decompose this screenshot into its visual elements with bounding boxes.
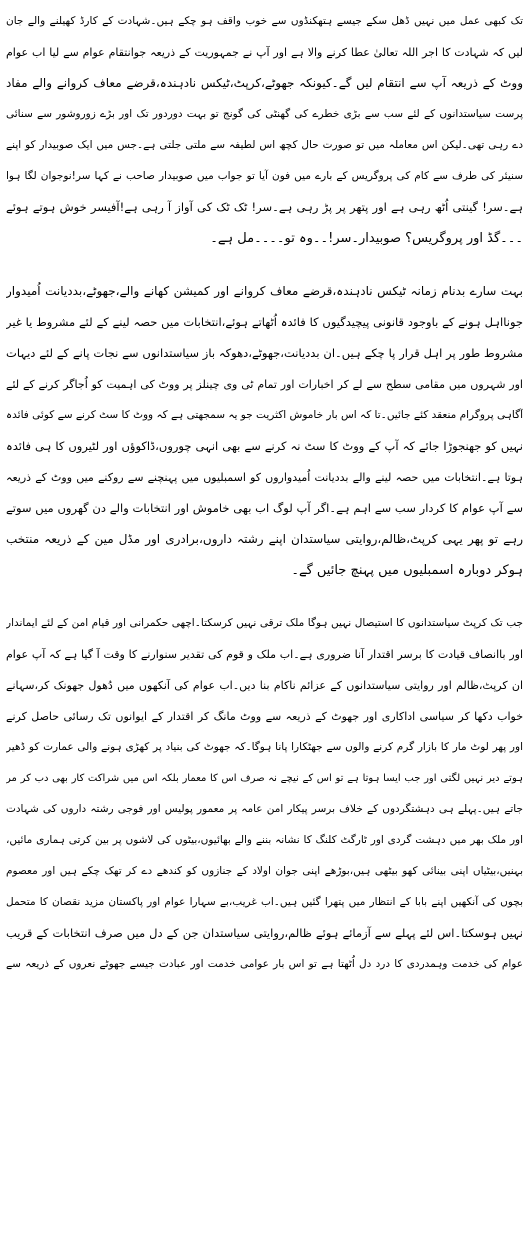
text-line: سنیئر کی طرف سے کام کی پروگریس کے بارے میں فون آیا تو جواب میں صوبیدار صاحب نے کہا سر!نوجوان لگا ہوا <box>6 170 523 182</box>
paragraph-1 <box>6 6 523 254</box>
text-line: نہیں ہوسکتا۔اس لئے پہلے سے آزمائے ہوئے ظالم،روایتی سیاستدان جن کے دل میں صرف انتخابات کے قریب <box>6 926 523 940</box>
text-line: اور شہروں میں مقامی سطح سے لے کر اخبارات اور تمام ٹی وی چینلز پر ووٹ کی اہمیت کو اُجاگر کرنے کے لئے <box>6 378 523 391</box>
text-line: بہت سارے بدنام زمانہ ٹیکس نادہندہ،قرضے معاف کروانے اور کمیشن کھانے والے،جھوٹے،بددیانت اُمیدوار <box>6 284 523 298</box>
text-line: ووٹ کے ذریعہ آپ سے انتقام لیں گے۔کیونکہ جھوٹے،کرپٹ،ٹیکس نادہندہ،قرضے معاف کروانے والے مفاد <box>6 76 523 90</box>
text-line: آگاہی پروگرام منعقد کئے جائیں۔تا کہ اس بار خاموش اکثریت جو یہ سمجھتی ہے کہ ووٹ کا سٹ کرنے سے کوئی فائدہ <box>6 409 523 421</box>
text-line: اور ملک بھر میں دہشت گردی اور ٹارگٹ کلنگ کا نشانہ بننے والے بھائیوں،بیٹوں کی لاشوں پر بین کرتی ہماری مائیں، <box>6 834 523 846</box>
paragraph-3 <box>6 608 523 980</box>
text-line: اور باانصاف قیادت کا برسر اقتدار آنا ضروری ہے۔اب ملک و قوم کی تقدیر سنوارنے کا وقت آ گیا ہے کہ آپ عوام <box>6 648 523 661</box>
paragraph-2 <box>6 276 523 586</box>
text-line: بچوں کی آنکھیں اپنے بابا کے انتظار میں پتھرا گئیں ہیں۔اب غریب،بے سہارا عوام اور پاکستان مزید نقصان کا متحمل <box>6 896 523 908</box>
text-line: ہوتے دیر نہیں لگتی اور جب ایسا ہوتا ہے تو اس کے نیچے نہ صرف اس کا معمار بلکہ اس میں شراکت کار بھی دب کر مر <box>6 773 523 784</box>
text-line: لیں کہ شہادت کا اجر اللہ تعالیٰ عطا کرنے والا ہے اور آپ نے جمہوریت کے ذریعہ جوانتقام عوام سے لیا اب عوام <box>6 46 523 59</box>
text-line: رہے تو پھر یہی کرپٹ،ظالم،روایتی سیاستدان اپنے رشتہ داروں،برادری اور مڈل مین کے ذریعہ منتخب <box>6 532 523 546</box>
text-line: جاتے ہیں۔پہلے ہی دہشتگردوں کے خلاف برسر پیکار امن عامہ پر معمور پولیس اور فوجی رشتہ داروں کی شہادت <box>6 803 523 815</box>
text-line: سے آپ عوام کا کردار سب سے اہم ہے۔اگر آپ لوگ اب بھی خاموش اور انتخابات والے دن گھروں میں سوتے <box>6 501 523 515</box>
text-line: مشروط طور پر اہل قرار پا چکے ہیں۔ان بددیانت،جھوٹے،دھوکہ باز سیاستدانوں سے نجات پانے کے لئے دیہات <box>6 346 523 360</box>
text-line: نہیں کو جھنجوڑا جائے کہ آپ کے ووٹ کا سٹ نہ کرنے سے بھی انہی چوروں،ڈاکوؤں اور لٹیروں کا ہی فائدہ <box>6 439 523 453</box>
text-line: دے رہی تھی۔لیکن اس معاملہ میں تو صورت حال کچھ اس لطیفہ سے ملتی جلتی ہے۔جس میں ایک صوبیدار کو اپنے <box>6 139 523 151</box>
text-line: ہوتا ہے۔انتخابات میں حصہ لینے والے بددیانت اُمیدواروں کو اسمبلیوں میں پہنچنے سے روکنے میں ووٹ کے ذریعہ <box>6 471 523 484</box>
text-line: تک کبھی عمل میں نہیں ڈھل سکے جیسے ہتھکنڈوں سے خوب واقف ہو چکے ہیں۔شہادت کے کارڈ کھیلنے والے جان <box>6 15 523 27</box>
text-line: اور پھر لوٹ مار کا بازار گرم کرنے والوں سے جھٹکارا پانا ہوگا۔کہ جھوٹ کی بنیاد پر کھڑی ہونے والی عمارت کو ڈھیر <box>6 741 523 753</box>
text-line: عوام کی خدمت وہمدردی کا درد دل اُٹھتا ہے تو اس بار عوامی خدمت اور عبادت جیسے جھوٹے نعروں کے ذریعہ سے <box>6 958 523 970</box>
text-line: پرست سیاستدانوں کے لئے سب سے بڑی خطرے کی گھنٹی کی گونج تو بہت دوردور تک اور بڑے زوروشور سے سنائی <box>6 108 523 120</box>
text-line: خواب دکھا کر سیاسی اداکاری اور جھوٹ کے ذریعہ سے ووٹ مانگ کر اقتدار کے ایوانوں تک رسائی حاصل کرنے <box>6 710 523 723</box>
text-line: جب تک کرپٹ سیاستدانوں کا استیصال نہیں ہوگا ملک ترقی نہیں کرسکتا۔اچھی حکمرانی اور قیام امن کے لئے ایماندار <box>6 617 523 629</box>
text-line: ہے۔سر! گینتی اُٹھ رہی ہے اور پتھر پر پڑ رہی ہے۔سر! ٹک ٹک کی آواز آ رہی ہے!آفیسر خوش ہوتے ہوئے <box>6 200 523 214</box>
paragraph-spacer <box>6 254 523 276</box>
text-line: ۔۔۔گڈ اور پروگریس؟ صوبیدار۔سر!۔۔وہ تو۔۔۔۔مل ہے۔ <box>210 231 523 246</box>
paragraph-spacer <box>6 586 523 608</box>
text-line: بہنیں،بیٹیاں اپنی بینائی کھو بیٹھی ہیں،بوڑھے اپنی جوان اولاد کے جنازوں کو کندھے دے کر تھک چکے ہیں اور معصوم <box>6 865 523 877</box>
text-line: جونااہل ہونے کے باوجود قانونی پیچیدگیوں کا فائدہ اُٹھاتے ہوئے،انتخابات میں حصہ لینے کے لئے مشروط یا غیر <box>6 315 523 329</box>
text-line: ہوکر دوبارہ اسمبلیوں میں پہنچ جائیں گے۔ <box>291 563 523 578</box>
text-line: ان کرپٹ،ظالم اور روایتی سیاستدانوں کے عزائم ناکام بنا دیں۔اب عوام کی آنکھوں میں دُھول جھونک کر،سہانے <box>6 679 523 692</box>
